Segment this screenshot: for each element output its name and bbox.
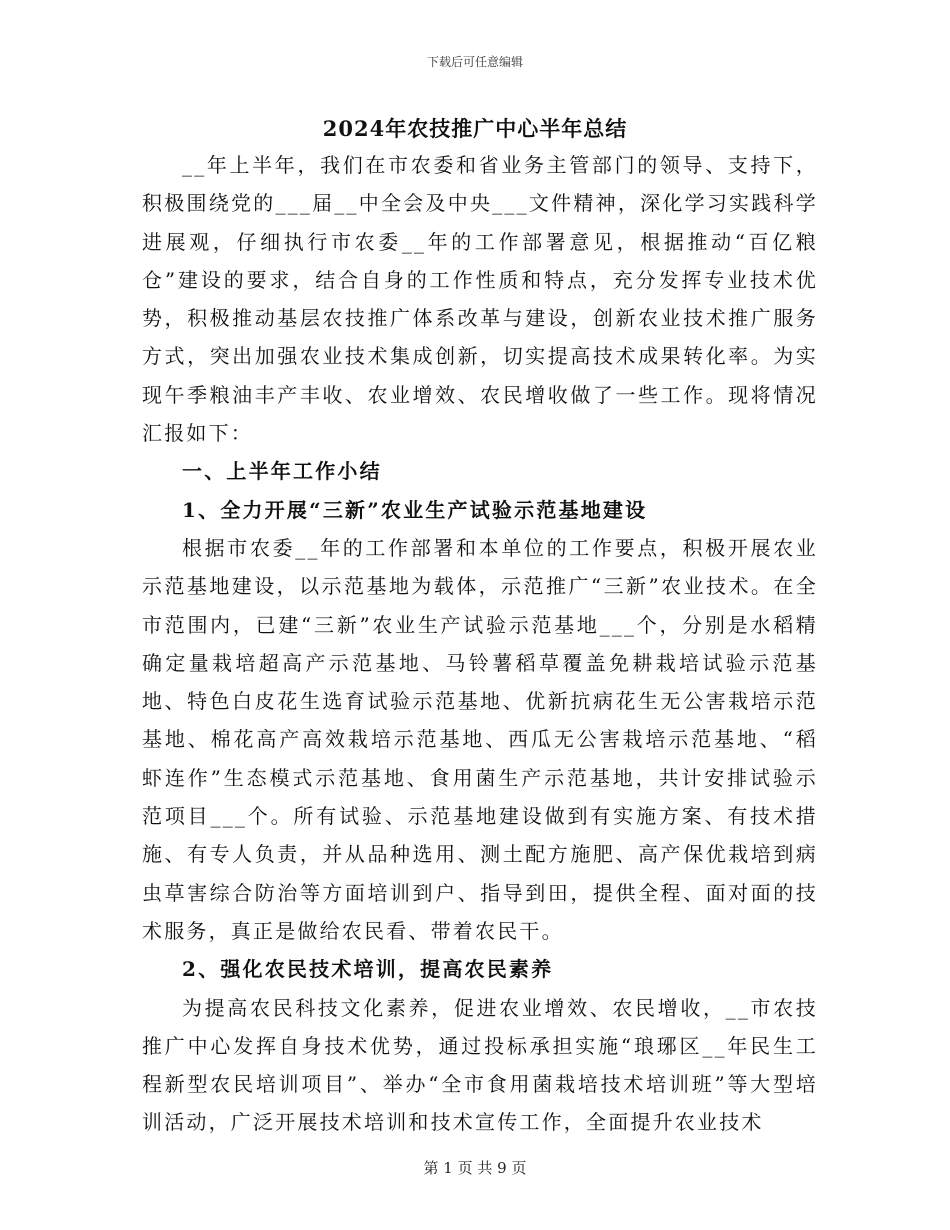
document-title: 2024年农技推广中心半年总结 [322,116,628,141]
item-1-paragraph: 根据市农委__年的工作部署和本单位的工作要点，积极开展农业示范基地建设，以示范基地为载体，示范推广“三新”农业技术。在全市范围内，已建“三新”农业生产试验示范基地___个，分别是水稻精确定量栽培超高产示范基地、马铃薯稻草覆盖免耕栽培试验示范基地、特色白皮花生选育试验示范基地、优新抗病花生无公害栽培示范基地、棉花高产高效栽培示范基地、西瓜无公害栽培示范基地、“稻虾连作”生态模式示范基地、食用菌生产示范基地，共计安排试验示范项目___个。所有试验、示范基地建设做到有实施方案、有技术措施、有专人负责，并从品种选用、测土配方施肥、高产保优栽培到病虫草害综合防治等方面培训到户、指导到田，提供全程、面对面的技术服务，真正是做给农民看、带着农民干。 [142,535,818,943]
page-number: 第 1 页 共 9 页 [423,1159,527,1177]
section-1-heading: 一、上半年工作小结 [182,459,382,484]
intro-paragraph: __年上半年，我们在市农委和省业务主管部门的领导、支持下，积极围绕党的___届__中全会及中央___文件精神，深化学习实践科学进展观，仔细执行市农委__年的工作部署意见，根据推动“百亿粮仓”建设的要求，结合自身的工作性质和特点，充分发挥专业技术优势，积极推动基层农技推广体系改革与建设，创新农业技术推广服务方式，突出加强农业技术集成创新，切实提高技术成果转化率。为实现午季粮油丰产丰收、农业增效、农民增收做了一些工作。现将情况汇报如下： [142,153,818,446]
document-body [142,146,818,1142]
item-1-heading: 1、全力开展“三新”农业生产试验示范基地建设 [182,497,648,522]
item-2-heading: 2、强化农民技术培训，提高农民素养 [182,957,554,982]
item-2-paragraph: 为提高农民科技文化素养，促进农业增效、农民增收，__市农技推广中心发挥自身技术优势，通过投标承担实施“琅琊区__年民生工程新型农民培训项目”、举办“全市食用菌栽培技术培训班”等大型培训活动，广泛开展技术培训和技术宣传工作，全面提升农业技术 [142,995,818,1135]
header-note: 下载后可任意编辑 [426,55,523,69]
